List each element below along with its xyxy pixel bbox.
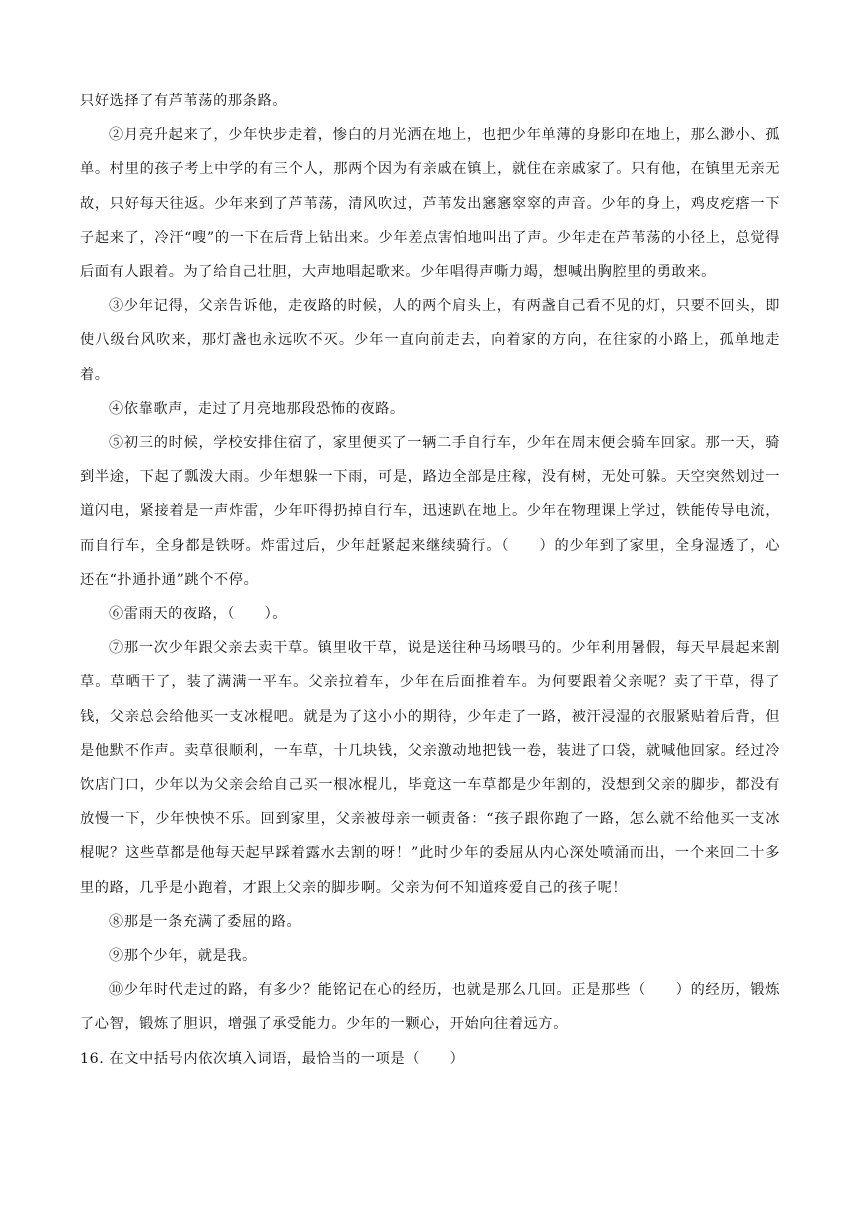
passage-paragraph-10: ⑩少年时代走过的路，有多少？能铭记在心的经历，也就是那么几回。正是那些（ ）的经历，锻炼了心智，锻炼了胆识，增强了承受能力。少年的一颗心，开始向往着远方。 — [80, 982, 780, 1033]
passage-paragraph-2: ②月亮升起来了，少年快步走着，惨白的月光洒在地上，也把少年单薄的身影印在地上，那么渺小、孤单。村里的孩子考上中学的有三个人，那两个因为有亲戚在镇上，就住在亲戚家了。只有他，在镇里无亲无故，只好每天往返。少年来到了芦苇荡，清风吹过，芦苇发出窸窸窣窣的声音。少年的身上，鸡皮疙瘩一下子起来了，冷汗“嗖”的一下在后背上钻出来。少年差点害怕地叫出了声。少年走在芦苇荡的小径上，总觉得后面有人跟着。为了给自己壮胆，大声地唱起歌来。少年唱得声嘶力竭，想喊出胸腔里的勇敢来。 — [80, 127, 780, 281]
question-16: 16. 在文中括号内依次填入词语，最恰当的一项是（ ） — [80, 1050, 465, 1067]
passage-paragraph-4: ④依靠歌声，走过了月亮地那段恐怖的夜路。 — [109, 400, 405, 417]
passage-paragraph-5: ⑤初三的时候，学校安排住宿了，家里便买了一辆二手自行车，少年在周末便会骑车回家。那一天，骑到半途，下起了瓢泼大雨。少年想躲一下雨，可是，路边全部是庄稼，没有树，无处可躲。天空突然划过一道闪电，紧接着是一声炸雷，少年吓得扔掉自行车，迅速趴在地上。少年在物理课上学过，铁能传导电流，而自行车，全身都是铁呀。炸雷过后，少年赶紧起来继续骑行。（ ）的少年到了家里，全身湿透了，心还在“扑通扑通”跳个不停。 — [80, 435, 780, 588]
passage-paragraph-9: ⑨那个少年，就是我。 — [109, 948, 257, 965]
passage-paragraph-8: ⑧那是一条充满了委屈的路。 — [109, 913, 302, 930]
passage-paragraph-7: ⑦那一次少年跟父亲去卖干草。镇里收干草，说是送往种马场喂马的。少年利用暑假，每天早晨起来割草。草晒干了，装了满满一平车。父亲拉着车，少年在后面推着车。为何要跟着父亲呢？卖了干草，得了钱，父亲总会给他买一支冰棍吧。就是为了这小小的期待，少年走了一路，被汗浸湿的衣服紧贴着后背，但是他默不作声。卖草很顺利，一车草，十几块钱，父亲激动地把钱一卷，装进了口袋，就喊他回家。经过冷饮店门口，少年以为父亲会给自己买一根冰棍儿，毕竟这一车草都是少年割的，没想到父亲的脚步，都没有放慢一下，少年怏怏不乐。回到家里，父亲被母亲一顿责备：“孩子跟你跑了一路，怎么就不给他买一支冰棍呢？这些草都是他每天起早踩着露水去割的呀！”此时少年的委屈从内心深处喷涌而出，一个来回二十多里的路，几乎是小跑着，才跟上父亲的脚步啊。父亲为何不知道疼爱自己的孩子呢！ — [80, 640, 780, 896]
reading-passage — [80, 84, 780, 1076]
passage-paragraph-3: ③少年记得，父亲告诉他，走夜路的时候，人的两个肩头上，有两盏自己看不见的灯，只要不回头，即使八级台风吹来，那灯盏也永远吹不灭。少年一直向前走去，向着家的方向，在往家的小路上，孤单地走着。 — [80, 298, 780, 383]
passage-paragraph-continuation: 只好选择了有芦苇荡的那条路。 — [80, 93, 288, 109]
passage-paragraph-6: ⑥雷雨天的夜路，（ ）。 — [109, 606, 288, 623]
